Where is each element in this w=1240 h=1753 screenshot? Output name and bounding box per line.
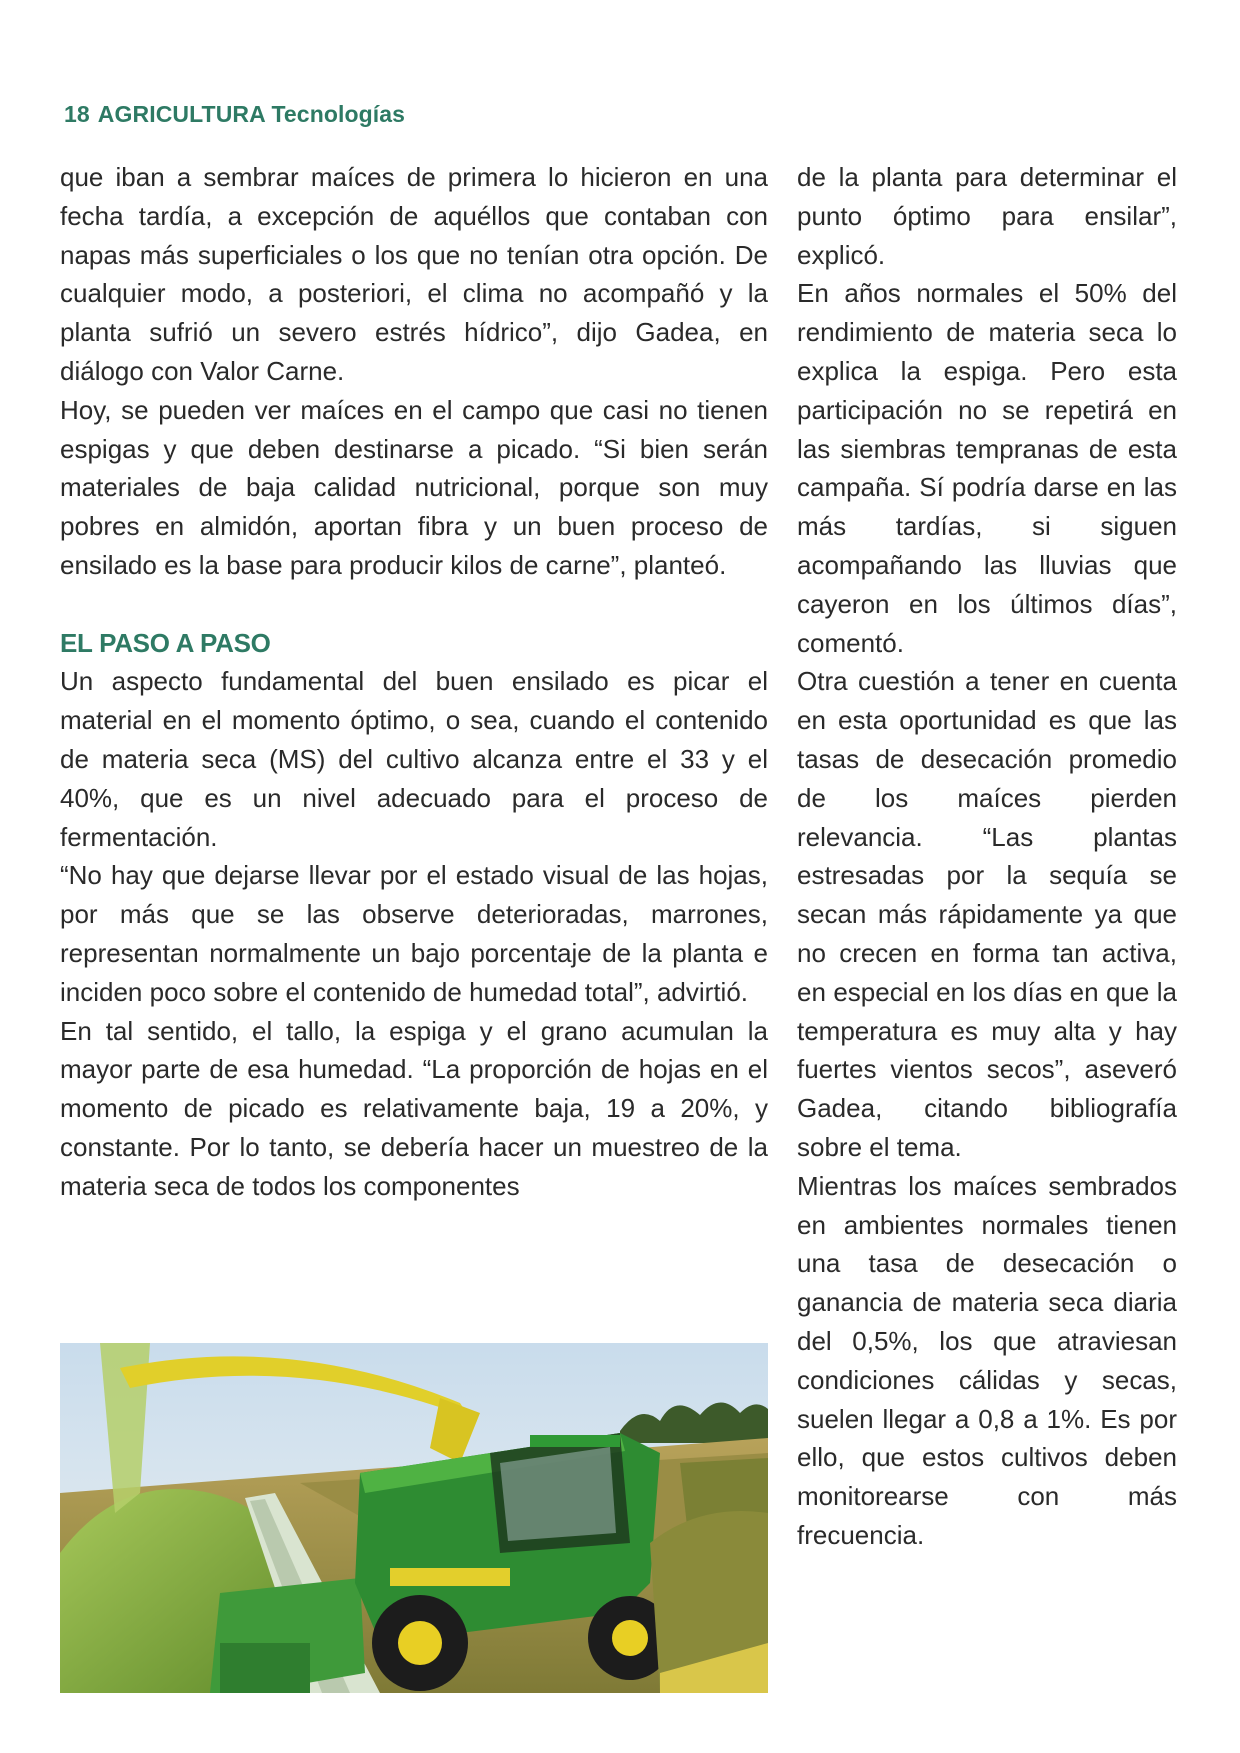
left-column xyxy=(60,158,768,1206)
paragraph: En años normales el 50% del rendimiento de materia seca lo explica la espiga. Pero esta participación no se repetirá en las siembras tempranas de esta campaña. Sí podría darse en las más tardías, si siguen acompañando las lluvias que cayeron en los últimos días”, comentó. xyxy=(797,278,1177,658)
page-header xyxy=(64,101,405,128)
paragraph: En tal sentido, el tallo, la espiga y el grano acumulan la mayor parte de esa humedad. “La proporción de hojas en el momento de picado es relativamente baja, 19 a 20%, y constante. Por lo tanto, se debería hacer un muestreo de la materia seca de todos los componentes xyxy=(60,1015,768,1201)
paragraph: Hoy, se pueden ver maíces en el campo que casi no tienen espigas y que deben destinarse a picado. “Si bien serán materiales de baja calidad nutricional, porque son muy pobres en almidón, aportan fibra y un buen proceso de ensilado es la base para producir kilos de carne”, planteó. xyxy=(60,394,768,580)
section-name: AGRICULTURA Tecnologías xyxy=(97,101,406,127)
paragraph: Un aspecto fundamental del buen ensilado es picar el material en el momento óptimo, o sea, cuando el contenido de materia seca (MS) del cultivo alcanza entre el 33 y el 40%, que es un nivel adecuado para el proceso de fermentación. xyxy=(60,666,768,852)
paragraph: de la planta para determinar el punto óptimo para ensilar”, explicó. xyxy=(797,162,1177,270)
harvester-illustration xyxy=(60,1343,768,1693)
paragraph: que iban a sembrar maíces de primera lo hicieron en una fecha tardía, a excepción de aquéllos que contaban con napas más superficiales o los que no tenían otra opción. De cualquier modo, a posteriori, el clima no acompañó y la planta sufrió un severo estrés hídrico”, dijo Gadea, en diálogo con Valor Carne. xyxy=(60,162,768,386)
section-title: EL PASO A PASO xyxy=(60,627,271,658)
paragraph: Otra cuestión a tener en cuenta en esta oportunidad es que las tasas de desecación promedio de los maíces pierden relevancia. “Las plantas estresadas por la sequía se secan más rápidamente ya que no crecen en forma tan activa, en especial en los días en que la temperatura es muy alta y hay fuertes vientos secos”, aseveró Gadea, citando bibliografía sobre el tema. xyxy=(797,666,1177,1162)
harvester-photo xyxy=(60,1343,768,1693)
paragraph: Mientras los maíces sembrados en ambientes normales tienen una tasa de desecación o ganancia de materia seca diaria del 0,5%, los que atraviesan condiciones cálidas y secas, suelen llegar a 0,8 a 1%. Es por ello, que estos cultivos deben monitorearse con más frecuencia. xyxy=(797,1170,1177,1550)
page-number: 18 xyxy=(64,101,90,127)
right-column xyxy=(797,158,1177,1555)
paragraph: “No hay que dejarse llevar por el estado visual de las hojas, por más que se las observe deterioradas, marrones, representan normalmente un bajo porcentaje de la planta e inciden poco sobre el contenido de humedad total”, advirtió. xyxy=(60,860,768,1007)
